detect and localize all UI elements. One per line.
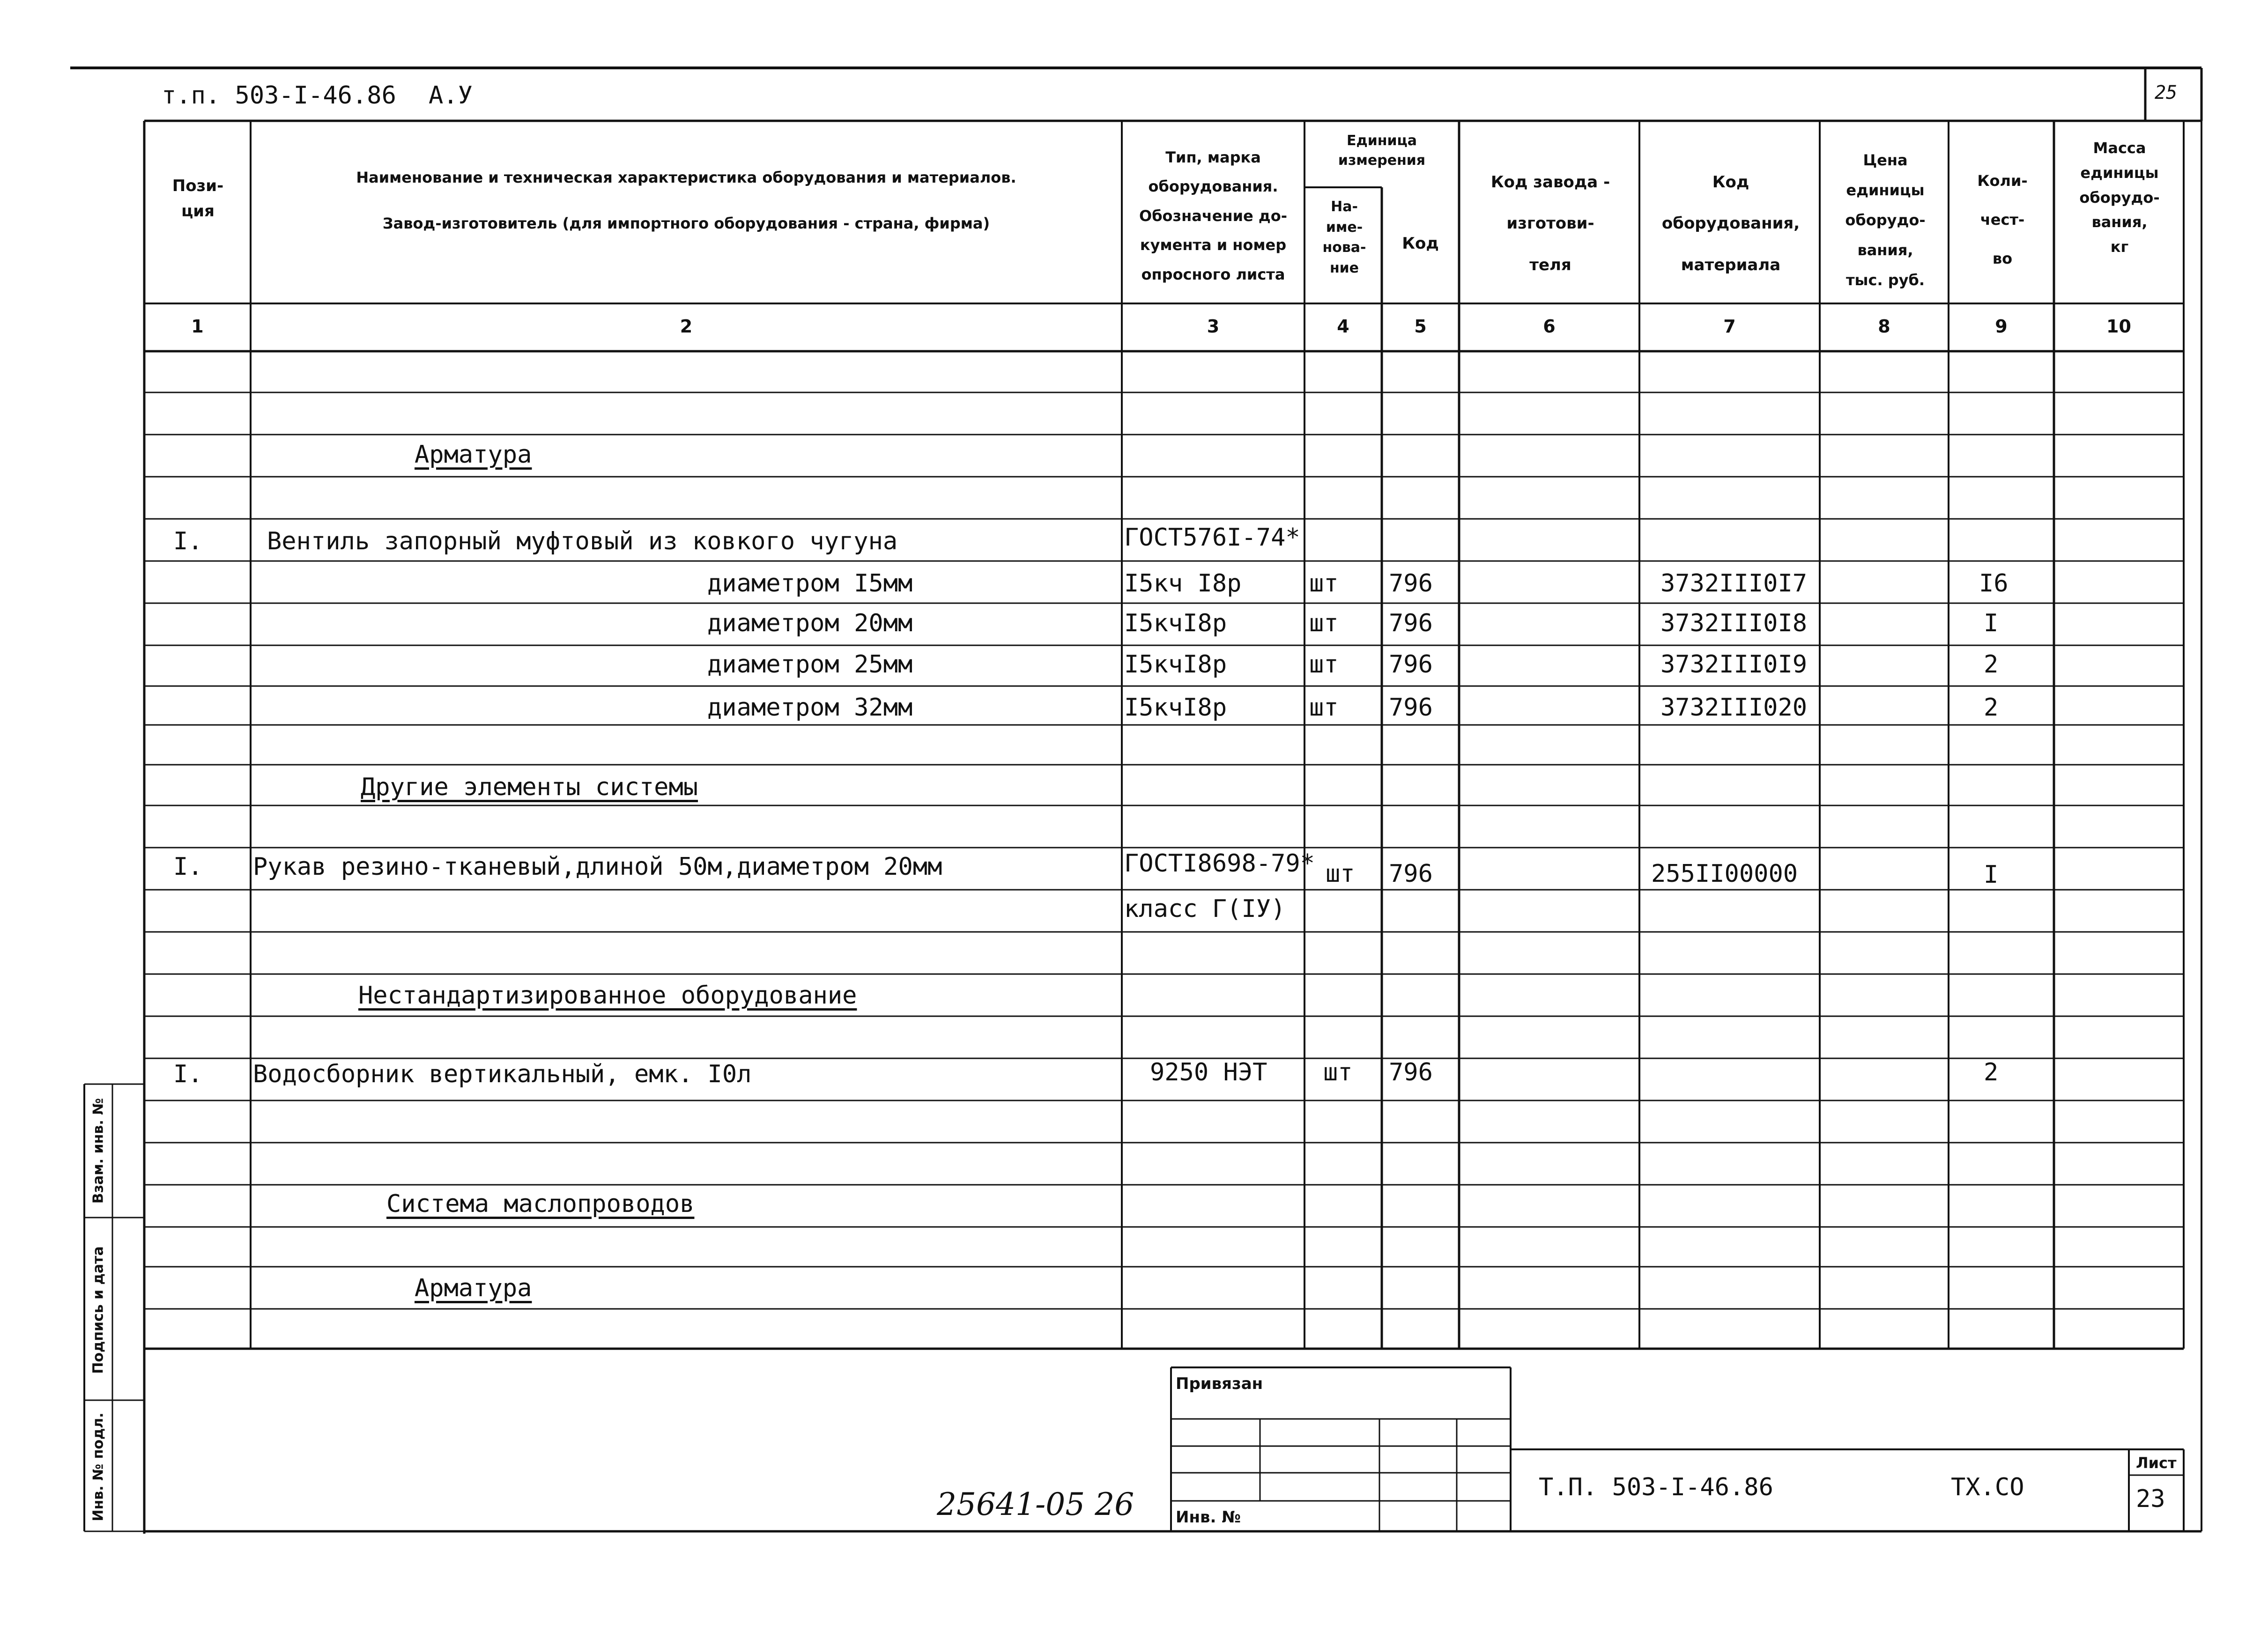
colnum-9: 9 (1995, 316, 2008, 337)
row4-name: диаметром 25мм (707, 650, 913, 679)
header-type: Тип, марка оборудования. Обозначение до- кумента и номер опросного листа (1139, 148, 1287, 283)
row2-code: 796 (1389, 569, 1433, 598)
row6-position: I. (173, 853, 203, 881)
sheet-label: Лист (2136, 1454, 2177, 1472)
row5-unit: шт (1309, 694, 1339, 722)
header-unit-code: Код (1402, 234, 1439, 253)
colnum-1: 1 (191, 316, 204, 337)
row3-unit: шт (1309, 609, 1339, 637)
section-armatura: Арматура (415, 441, 532, 469)
header-unit-group: Единица измерения (1338, 133, 1426, 169)
row7-type: 9250 НЭТ (1150, 1058, 1267, 1086)
row3-qty: I (1984, 609, 1999, 637)
colnum-8: 8 (1878, 316, 1890, 337)
sheet-number: 23 (2136, 1485, 2165, 1513)
section-armatura-2: Арматура (415, 1274, 532, 1302)
section-oil-pipelines: Система маслопроводов (386, 1190, 695, 1218)
stamp-privyazan: Привязан (1176, 1374, 1263, 1393)
row7-code: 796 (1389, 1058, 1433, 1086)
row5-qty: 2 (1984, 694, 1999, 722)
row1-name: Вентиль запорный муфтовый из ковкого чугуна (267, 527, 898, 555)
document-sign-top: А.У (429, 81, 473, 110)
row2-eqcode: 3732III0I7 (1660, 569, 1808, 598)
colnum-7: 7 (1723, 316, 1736, 337)
colnum-6: 6 (1543, 316, 1556, 337)
row5-type: I5кчI8р (1124, 694, 1227, 722)
row6-qty: I (1984, 861, 1999, 889)
side-stamp-signature-date: Подпись и дата (90, 1246, 107, 1374)
row4-unit: шт (1309, 650, 1339, 679)
row6-name: Рукав резино-тканевый,длиной 50м,диаметром 20мм (253, 853, 942, 881)
row7-position: I. (173, 1060, 203, 1088)
header-name-line2: Завод-изготовитель (для импортного оборудования - страна, фирма) (382, 214, 990, 232)
row6-code: 796 (1389, 860, 1433, 888)
row6-type: ГОСТI8698-79* (1124, 849, 1315, 878)
side-stamp-inventory: Инв. № подл. (90, 1412, 107, 1521)
row2-unit: шт (1309, 569, 1339, 598)
header-position: Пози- ция (172, 177, 224, 221)
handwritten-number: 25641-05 26 (937, 1486, 1134, 1522)
row3-eqcode: 3732III0I8 (1660, 609, 1808, 637)
row5-name: диаметром 32мм (707, 694, 913, 722)
document-code-top: т.п. 503-I-46.86 (162, 81, 396, 110)
stamp-inv-no: Инв. № (1176, 1508, 1241, 1527)
row7-name: Водосборник вертикальный, емк. I0л (253, 1060, 752, 1088)
row6-type-class: класс Г(IУ) (1124, 895, 1286, 923)
row5-eqcode: 3732III020 (1660, 694, 1808, 722)
row4-qty: 2 (1984, 650, 1999, 679)
footer-document-code: Т.П. 503-I-46.86 (1539, 1473, 1773, 1501)
section-nonstandard: Нестандартизированное оборудование (358, 982, 857, 1010)
header-quantity: Коли- чест- во (1977, 172, 2028, 268)
colnum-5: 5 (1414, 316, 1427, 337)
row1-type: ГОСТ576I-74* (1124, 524, 1300, 552)
header-name-line1: Наименование и техническая характеристика оборудования и материалов. (356, 169, 1016, 186)
row3-code: 796 (1389, 609, 1433, 637)
row4-code: 796 (1389, 650, 1433, 679)
row7-qty: 2 (1984, 1058, 1999, 1086)
colnum-3: 3 (1207, 316, 1220, 337)
section-other-elements: Другие элементы системы (361, 773, 698, 801)
header-mass: Масса единицы оборудо- вания, кг (2079, 139, 2160, 256)
colnum-2: 2 (680, 316, 693, 337)
row1-position: I. (173, 527, 203, 555)
footer-document-mark: ТХ.СО (1951, 1473, 2024, 1501)
row4-type: I5кчI8р (1124, 650, 1227, 679)
row6-unit: шт (1326, 860, 1355, 888)
row5-code: 796 (1389, 694, 1433, 722)
row2-name: диаметром I5мм (707, 569, 913, 598)
header-price: Цена единицы оборудо- вания, тыс. руб. (1845, 151, 1926, 289)
header-maker-code: Код завода - изготови- теля (1490, 173, 1610, 274)
header-unit-name: На- име- нова- ние (1322, 199, 1366, 276)
row3-type: I5кчI8р (1124, 609, 1227, 637)
page-corner-number: 25 (2155, 82, 2178, 103)
row2-type: I5кч I8р (1124, 569, 1242, 598)
side-stamp-replacement: Взам. инв. № (90, 1098, 107, 1204)
row2-qty: I6 (1979, 569, 2009, 598)
colnum-4: 4 (1337, 316, 1349, 337)
row6-eqcode: 255II00000 (1651, 860, 1798, 888)
header-equipment-code: Код оборудования, материала (1661, 173, 1800, 274)
row7-unit: шт (1323, 1058, 1353, 1086)
colnum-10: 10 (2106, 316, 2131, 337)
row4-eqcode: 3732III0I9 (1660, 650, 1808, 679)
row3-name: диаметром 20мм (707, 609, 913, 637)
